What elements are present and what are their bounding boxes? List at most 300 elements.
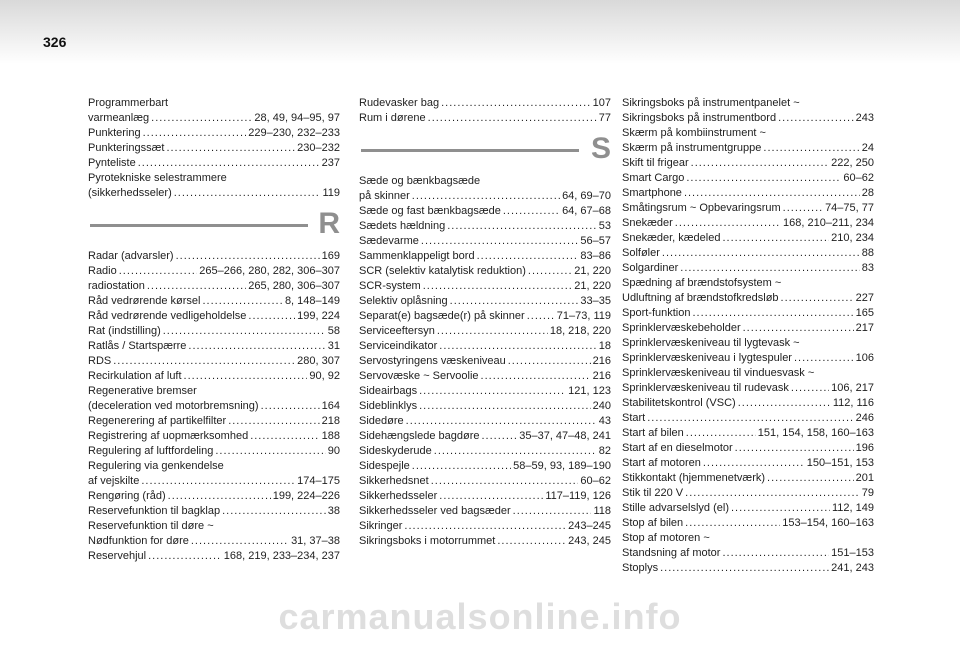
index-entry-term: Radar (advarsler) — [88, 250, 174, 262]
index-entry-term: Stop af motoren ~ — [622, 532, 710, 544]
dot-leader — [794, 351, 854, 366]
dot-leader — [783, 201, 823, 216]
index-entry-pages: 58–59, 93, 189–190 — [513, 460, 611, 472]
index-entry-pages: 165 — [855, 307, 874, 319]
index-entry — [359, 489, 611, 504]
index-entry-term: Regulering af luftfordeling — [88, 445, 214, 457]
index-entry — [359, 474, 611, 489]
index-entry — [359, 384, 611, 399]
dot-leader — [450, 294, 579, 309]
index-entry-term: Sprinklervæskeniveau i lygtespuler — [622, 352, 792, 364]
index-entry-term: af vejskilte — [88, 475, 140, 487]
index-entry-pages: 216 — [592, 370, 611, 382]
index-entry-pages: 210, 234 — [831, 232, 874, 244]
index-entry-term: Servostyringens væskeniveau — [359, 355, 506, 367]
index-entry — [622, 186, 874, 201]
dot-leader — [763, 141, 859, 156]
index-entry-term: Stikkontakt (hjemmenetværk) — [622, 472, 766, 484]
index-entry-term: Sikringer — [359, 520, 403, 532]
dot-leader — [778, 111, 854, 126]
dot-leader — [141, 474, 295, 489]
index-entry-term: Standsning af motor — [622, 547, 721, 559]
index-entry-term: Sprinklervæskeniveau til lygtevask ~ — [622, 337, 800, 349]
index-column-1 — [88, 96, 340, 564]
index-entry-pages: 150–151, 153 — [806, 457, 874, 469]
index-entry — [359, 279, 611, 294]
dot-leader — [441, 96, 591, 111]
dot-leader — [508, 354, 591, 369]
index-entry-term: Smart Cargo — [622, 172, 685, 184]
dot-leader — [685, 486, 860, 501]
index-entry — [359, 444, 611, 459]
index-entry — [622, 306, 874, 321]
dot-leader — [686, 426, 756, 441]
index-entry-term: Sikkerhedsseler ved bagsæder — [359, 505, 511, 517]
index-entry-term: Sprinklervæskebeholder — [622, 322, 741, 334]
index-entry-pages: 117–119, 126 — [545, 490, 611, 502]
index-entry-term: Pyrotekniske selestrammere — [88, 172, 227, 184]
index-entry — [359, 339, 611, 354]
section-header-s — [359, 126, 611, 174]
index-entry-pages: 24 — [861, 142, 874, 154]
index-entry-term: Snekæder, kædeled — [622, 232, 721, 244]
index-entry-pages: 121, 123 — [568, 385, 611, 397]
index-entry — [622, 366, 874, 396]
index-entry-pages: 169 — [321, 250, 340, 262]
dot-leader — [419, 399, 591, 414]
dot-leader — [513, 504, 592, 519]
index-entry-pages: 199, 224 — [297, 310, 340, 322]
index-entry-pages: 151–153 — [831, 547, 874, 559]
index-entry-term: Start — [622, 412, 646, 424]
index-column-2 — [359, 96, 611, 549]
dot-leader — [447, 219, 597, 234]
index-entry-term: Recirkulation af luft — [88, 370, 182, 382]
index-entry-pages: 243–245 — [568, 520, 611, 532]
index-entry-term: Sikkerhedsseler — [359, 490, 438, 502]
index-entry-term: Solgardiner — [622, 262, 679, 274]
index-entry-term: Stoplys — [622, 562, 659, 574]
index-entry-pages: 74–75, 77 — [825, 202, 874, 214]
index-entry-pages: 243 — [855, 112, 874, 124]
index-entry-pages: 77 — [598, 112, 611, 124]
index-entry — [88, 429, 340, 444]
index-entry-term: Solføler — [622, 247, 660, 259]
index-entry — [88, 339, 340, 354]
index-entry-term: Udluftning af brændstofkredsløb — [622, 292, 779, 304]
index-entry — [88, 171, 340, 201]
index-entry-pages: 280, 307 — [297, 355, 340, 367]
index-entry — [622, 531, 874, 561]
index-entry-term: Sikkerhedsnet — [359, 475, 429, 487]
dot-leader — [188, 339, 325, 354]
index-entry-pages: 82 — [598, 445, 611, 457]
index-entry — [622, 561, 874, 576]
index-entry-pages: 119 — [322, 187, 340, 199]
dot-leader — [166, 141, 295, 156]
index-entry — [622, 276, 874, 306]
index-entry-pages: 151, 154, 158, 160–163 — [757, 427, 874, 439]
index-entry-pages: 112, 116 — [832, 397, 874, 409]
dot-leader — [148, 549, 222, 564]
index-entry-pages: 216 — [592, 355, 611, 367]
index-entry — [359, 111, 611, 126]
index-entry-pages: 35–37, 47–48, 241 — [519, 430, 611, 442]
index-entry-term: Sæde og fast bænkbagsæde — [359, 205, 501, 217]
dot-leader — [722, 231, 829, 246]
dot-leader — [412, 189, 560, 204]
index-entry-term: RDS — [88, 355, 112, 367]
index-entry — [622, 426, 874, 441]
index-entry-pages: 31 — [327, 340, 340, 352]
dot-leader — [692, 306, 853, 321]
index-entry-term: Sideairbags — [359, 385, 418, 397]
index-entry — [88, 156, 340, 171]
index-entry-term: Rum i dørene — [359, 112, 426, 124]
index-entry — [622, 396, 874, 411]
dot-leader — [660, 561, 829, 576]
dot-leader — [722, 546, 829, 561]
section-divider — [90, 224, 308, 227]
index-entry-term: Rudevasker bag — [359, 97, 440, 109]
index-entry-pages: 229–230, 232–233 — [248, 127, 340, 139]
index-entry-pages: 227 — [855, 292, 874, 304]
section-divider — [361, 149, 579, 152]
index-entry — [88, 324, 340, 339]
dot-leader — [404, 519, 566, 534]
index-entry-term: Sprinklervæskeniveau til vinduesvask ~ — [622, 367, 815, 379]
index-entry-pages: 153–154, 160–163 — [782, 517, 874, 529]
dot-leader — [662, 246, 860, 261]
index-entry-pages: 246 — [855, 412, 874, 424]
index-entry-pages: 230–232 — [297, 142, 340, 154]
index-entry-pages: 243, 245 — [568, 535, 611, 547]
index-entry-term: Pynteliste — [88, 157, 136, 169]
dot-leader — [151, 111, 252, 126]
index-entry — [359, 234, 611, 249]
section-header-r — [88, 201, 340, 249]
index-entry — [622, 261, 874, 276]
index-entry — [88, 126, 340, 141]
index-entry-term: (deceleration ved motorbremsning) — [88, 400, 259, 412]
index-entry-term: på skinner — [359, 190, 410, 202]
index-entry-pages: 33–35 — [580, 295, 611, 307]
index-entry-pages: 168, 210–211, 234 — [783, 217, 874, 229]
index-entry — [622, 411, 874, 426]
index-entry — [622, 156, 874, 171]
index-entry-pages: 88 — [861, 247, 874, 259]
index-entry-term: Rat (indstilling) — [88, 325, 161, 337]
index-entry-pages: 71–73, 119 — [556, 310, 611, 322]
index-entry-term: Regulering via genkendelse — [88, 460, 224, 472]
dot-leader — [222, 504, 326, 519]
dot-leader — [735, 441, 854, 456]
index-entry-pages: 188 — [321, 430, 340, 442]
index-entry-term: Skærm på kombiinstrument ~ — [622, 127, 766, 139]
index-entry — [622, 441, 874, 456]
index-entry-pages: 241, 243 — [831, 562, 874, 574]
index-entry-term: Småtingsrum ~ Opbevaringsrum — [622, 202, 781, 214]
dot-leader — [439, 489, 543, 504]
dot-leader — [174, 186, 321, 201]
index-entry-term: Selektiv oplåsning — [359, 295, 448, 307]
index-entry-term: Reservefunktion til døre ~ — [88, 520, 214, 532]
index-entry-pages: 168, 219, 233–234, 237 — [223, 550, 340, 562]
index-entry-pages: 64, 67–68 — [562, 205, 611, 217]
dot-leader — [431, 474, 579, 489]
index-entry-term: Sidehængslede bagdøre — [359, 430, 480, 442]
index-entry — [88, 249, 340, 264]
dot-leader — [423, 279, 573, 294]
dot-leader — [437, 324, 548, 339]
index-entry-pages: 265–266, 280, 282, 306–307 — [199, 265, 340, 277]
index-entry-pages: 56–57 — [580, 235, 611, 247]
index-entry-term: Sædevarme — [359, 235, 419, 247]
index-entry-pages: 222, 250 — [831, 157, 874, 169]
index-entry-pages: 58 — [327, 325, 340, 337]
index-entry-pages: 112, 149 — [831, 502, 874, 514]
index-entry-term: Registrering af uopmærksomhed — [88, 430, 249, 442]
dot-leader — [406, 414, 597, 429]
dot-leader — [215, 444, 325, 459]
dot-leader — [168, 489, 271, 504]
index-entry-pages: 90 — [327, 445, 340, 457]
index-entry-pages: 18 — [598, 340, 611, 352]
index-entry — [622, 201, 874, 216]
dot-leader — [703, 456, 805, 471]
dot-leader — [421, 234, 578, 249]
index-entry-pages: 118 — [593, 505, 611, 517]
index-entry — [88, 384, 340, 414]
index-entry-pages: 90, 92 — [309, 370, 340, 382]
index-entry — [622, 486, 874, 501]
index-entry-term: Separat(e) bagsæde(r) på skinner — [359, 310, 525, 322]
index-entry-term: Sport-funktion — [622, 307, 691, 319]
index-entry-term: Stabilitetskontrol (VSC) — [622, 397, 736, 409]
index-entry-term: Sammenklappeligt bord — [359, 250, 475, 262]
index-entry — [622, 471, 874, 486]
dot-leader — [685, 516, 780, 531]
index-entry — [359, 96, 611, 111]
index-entry-term: Sikringsboks på instrumentpanelet ~ — [622, 97, 800, 109]
index-entry — [88, 504, 340, 519]
index-entry — [622, 246, 874, 261]
dot-leader — [481, 429, 517, 444]
dot-leader — [743, 321, 854, 336]
index-entry-term: Skift til frigear — [622, 157, 689, 169]
dot-leader — [781, 291, 854, 306]
dot-leader — [503, 204, 560, 219]
index-entry-term: (sikkerhedsseler) — [88, 187, 172, 199]
dot-leader — [477, 249, 579, 264]
index-entry — [359, 534, 611, 549]
index-entry-term: Ratlås / Startspærre — [88, 340, 187, 352]
index-entry — [359, 399, 611, 414]
dot-leader — [138, 156, 320, 171]
index-entry-pages: 83 — [861, 262, 874, 274]
index-entry — [88, 369, 340, 384]
index-entry-pages: 28 — [861, 187, 874, 199]
index-entry — [88, 96, 340, 126]
dot-leader — [675, 216, 781, 231]
index-entry — [359, 354, 611, 369]
index-entry — [359, 219, 611, 234]
index-entry — [622, 216, 874, 231]
index-column-3 — [622, 96, 874, 576]
index-entry-term: Sprinklervæskeniveau til rudevask — [622, 382, 789, 394]
index-entry — [622, 336, 874, 366]
index-entry-term: Stik til 220 V — [622, 487, 684, 499]
index-entry-term: Sædets hældning — [359, 220, 446, 232]
index-entry — [88, 141, 340, 156]
index-entry — [88, 459, 340, 489]
dot-leader — [176, 249, 320, 264]
index-entry-term: Punktering — [88, 127, 141, 139]
index-entry-pages: 164 — [321, 400, 340, 412]
dot-leader — [119, 264, 198, 279]
index-entry-term: Serviceindikator — [359, 340, 438, 352]
index-entry-term: varmeanlæg — [88, 112, 150, 124]
index-entry-pages: 265, 280, 306–307 — [248, 280, 340, 292]
dot-leader — [419, 384, 566, 399]
index-entry — [359, 264, 611, 279]
dot-leader — [731, 501, 830, 516]
index-entry-term: Sikringsboks på instrumentbord — [622, 112, 777, 124]
index-entry-term: Reservefunktion til bagklap — [88, 505, 221, 517]
index-entry — [622, 231, 874, 246]
index-entry — [359, 414, 611, 429]
dot-leader — [738, 396, 831, 411]
index-entry-term: Start af bilen — [622, 427, 684, 439]
dot-leader — [428, 111, 597, 126]
index-entry — [359, 324, 611, 339]
index-entry — [359, 204, 611, 219]
index-entry-pages: 31, 37–38 — [291, 535, 340, 547]
index-entry — [359, 174, 611, 204]
dot-leader — [767, 471, 854, 486]
index-entry-term: Sideskyderude — [359, 445, 432, 457]
index-entry-pages: 60–62 — [843, 172, 874, 184]
index-entry-term: Reservehjul — [88, 550, 147, 562]
index-entry — [359, 249, 611, 264]
index-entry-term: Programmerbart — [88, 97, 169, 109]
dot-leader — [184, 369, 308, 384]
index-entry — [359, 294, 611, 309]
index-entry — [88, 294, 340, 309]
index-entry-term: Skærm på instrumentgruppe — [622, 142, 762, 154]
dot-leader — [686, 171, 841, 186]
index-entry-term: Sæde og bænkbagsæde — [359, 175, 481, 187]
index-entry-pages: 196 — [855, 442, 874, 454]
index-entry — [359, 504, 611, 519]
dot-leader — [647, 411, 853, 426]
index-entry-pages: 43 — [598, 415, 611, 427]
index-entry-term: radiostation — [88, 280, 145, 292]
index-entry-term: Snekæder — [622, 217, 673, 229]
dot-leader — [261, 399, 320, 414]
dot-leader — [527, 309, 555, 324]
index-entry-term: Spædning af brændstofsystem ~ — [622, 277, 782, 289]
index-entry-term: Sidespejle — [359, 460, 410, 472]
index-entry-term: Sikringsboks i motorrummet — [359, 535, 496, 547]
section-letter: S — [590, 132, 611, 165]
index-entry — [622, 501, 874, 516]
page-header-band — [0, 0, 960, 64]
index-entry-term: Regenerative bremser — [88, 385, 197, 397]
index-entry-term: Punkteringssæt — [88, 142, 165, 154]
index-entry-pages: 218 — [321, 415, 340, 427]
index-entry-term: Sidedøre — [359, 415, 404, 427]
dot-leader — [528, 264, 572, 279]
index-entry — [622, 126, 874, 156]
dot-leader — [680, 261, 859, 276]
index-entry — [88, 264, 340, 279]
index-entry — [622, 456, 874, 471]
index-entry-pages: 64, 69–70 — [562, 190, 611, 202]
index-entry-term: Smartphone — [622, 187, 682, 199]
index-entry-term: SCR-system — [359, 280, 421, 292]
index-entry — [88, 519, 340, 549]
dot-leader — [147, 279, 246, 294]
index-entry-pages: 8, 148–149 — [284, 295, 340, 307]
dot-leader — [228, 414, 319, 429]
dot-leader — [248, 309, 295, 324]
index-entry — [88, 549, 340, 564]
index-entry-term: Nødfunktion for døre — [88, 535, 189, 547]
index-entry-pages: 237 — [321, 157, 340, 169]
index-entry-pages: 38 — [327, 505, 340, 517]
index-entry-pages: 106 — [855, 352, 874, 364]
page-number: 326 — [43, 34, 67, 50]
dot-leader — [143, 126, 247, 141]
index-entry — [359, 459, 611, 474]
index-entry-pages: 28, 49, 94–95, 97 — [254, 112, 340, 124]
index-entry-term: Start af en dieselmotor — [622, 442, 733, 454]
index-entry-term: Sideblinklys — [359, 400, 418, 412]
dot-leader — [163, 324, 326, 339]
index-entry-pages: 83–86 — [580, 250, 611, 262]
index-entry-pages: 60–62 — [580, 475, 611, 487]
index-entry — [88, 279, 340, 294]
index-entry-term: Råd vedrørende vedligeholdelse — [88, 310, 247, 322]
index-entry-pages: 53 — [598, 220, 611, 232]
index-entry-pages: 217 — [855, 322, 874, 334]
dot-leader — [250, 429, 319, 444]
dot-leader — [791, 381, 829, 396]
index-entry-term: Stop af bilen — [622, 517, 684, 529]
dot-leader — [497, 534, 566, 549]
index-entry-pages: 79 — [861, 487, 874, 499]
watermark-text: carmanualsonline.info — [278, 596, 682, 637]
index-entry-term: Serviceeftersyn — [359, 325, 435, 337]
dot-leader — [434, 444, 597, 459]
index-entry-pages: 240 — [592, 400, 611, 412]
section-letter: R — [318, 207, 340, 240]
index-entry-pages: 199, 224–226 — [272, 490, 340, 502]
index-entry — [88, 489, 340, 504]
index-entry-term: SCR (selektiv katalytisk reduktion) — [359, 265, 526, 277]
index-entry-term: Servovæske ~ Servoolie — [359, 370, 479, 382]
index-entry — [359, 429, 611, 444]
index-entry-term: Regenerering af partikelfilter — [88, 415, 227, 427]
index-entry — [359, 369, 611, 384]
index-entry-pages: 174–175 — [297, 475, 340, 487]
dot-leader — [113, 354, 295, 369]
index-entry — [88, 354, 340, 369]
dot-leader — [191, 534, 289, 549]
index-entry-pages: 18, 218, 220 — [549, 325, 611, 337]
index-entry — [622, 321, 874, 336]
